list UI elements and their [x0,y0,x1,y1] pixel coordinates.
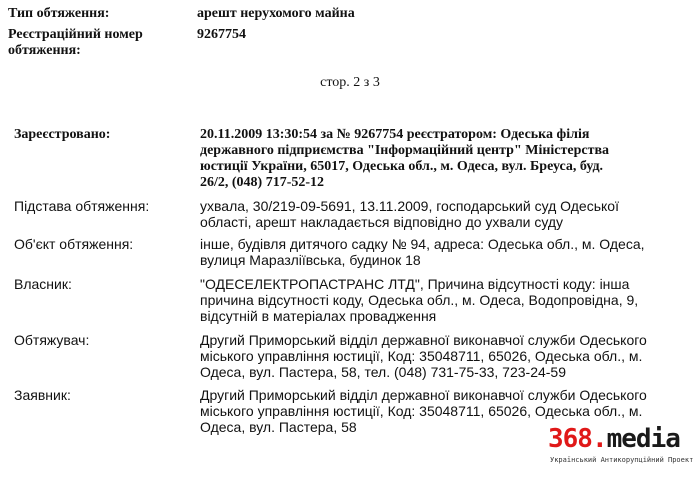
registration-number-value: 9267754 [197,27,246,42]
page-counter: стор. 2 з 3 [320,75,380,90]
encumbrancer-value-line: міського управління юстиції, Код: 35048711, 65026, Одеська обл., м. [200,348,643,364]
object-label: Об'єкт обтяження: [14,236,134,252]
encumbrancer-label: Обтяжувач: [14,332,90,348]
basis-label: Підстава обтяження: [14,198,150,214]
watermark-logo-number: 368 [548,424,592,454]
watermark-logo-word: media [606,424,680,454]
basis-value-line: ухвала, 30/219-09-5691, 13.11.2009, господарський суд Одеської [200,198,619,214]
owner-value-line: причина відсутності коду, Одеська обл., м. Одеса, Водопровідна, 9, [200,292,639,308]
owner-value-line: відсутній в матеріалах провадження [200,308,437,324]
encumbrancer-value-line: Одеса, вул. Пастера, 58, тел. (048) 731-75-33, 723-24-59 [200,364,566,380]
watermark-tagline: Український Антикорупційний Проект [550,456,694,464]
registered-value [200,127,609,191]
owner-value [200,276,638,324]
object-value-line: інше, будівля дитячого садку № 94, адреса: Одеська обл., м. Одеса, [200,236,645,252]
registered-value-line: 20.11.2009 13:30:54 за № 9267754 реєстратором: Одеська філія [200,127,590,142]
encumbrancer-value-line: Другий Приморський відділ державної виконавчої служби Одеського [200,332,647,348]
object-value [200,236,645,268]
registered-value-line: 26/2, (048) 717-52-12 [200,175,325,190]
applicant-label: Заявник: [14,387,71,403]
watermark-logo [548,424,696,476]
registered-value-line: юстиції України, 65017, Одеська обл., м. Одеса, вул. Бреуса, буд. [200,159,604,174]
registered-label: Зареєстровано: [14,127,111,142]
registration-number-label-line2: обтяження: [8,43,81,58]
owner-label: Власник: [14,276,72,292]
applicant-value-line: Другий Приморський відділ державної виконавчої служби Одеського [200,387,647,403]
applicant-value-line: Одеса, вул. Пастера, 58 [200,419,357,435]
watermark-logo-dot: . [591,424,607,454]
basis-value-line: області, арешт накладається відповідно до ухвали суду [200,214,564,230]
encumbrance-type-label: Тип обтяження: [8,6,110,21]
registered-value-line: державного підприємства "Інформаційний центр" Міністерства [200,143,610,158]
owner-value-line: "ОДЕСЕЛЕКТРОПАСТРАНС ЛТД", Причина відсутності коду: інша [200,276,630,292]
encumbrancer-value [200,332,647,380]
encumbrance-type-value: арешт нерухомого майна [197,6,355,21]
registration-number-label-line1: Реєстраційний номер [8,27,143,42]
watermark-logo-mark [548,424,680,454]
applicant-value-line: міського управління юстиції, Код: 35048711, 65026, Одеська обл., м. [200,403,643,419]
object-value-line: вулиця Маразліївська, будинок 18 [200,252,421,268]
basis-value [200,198,619,230]
